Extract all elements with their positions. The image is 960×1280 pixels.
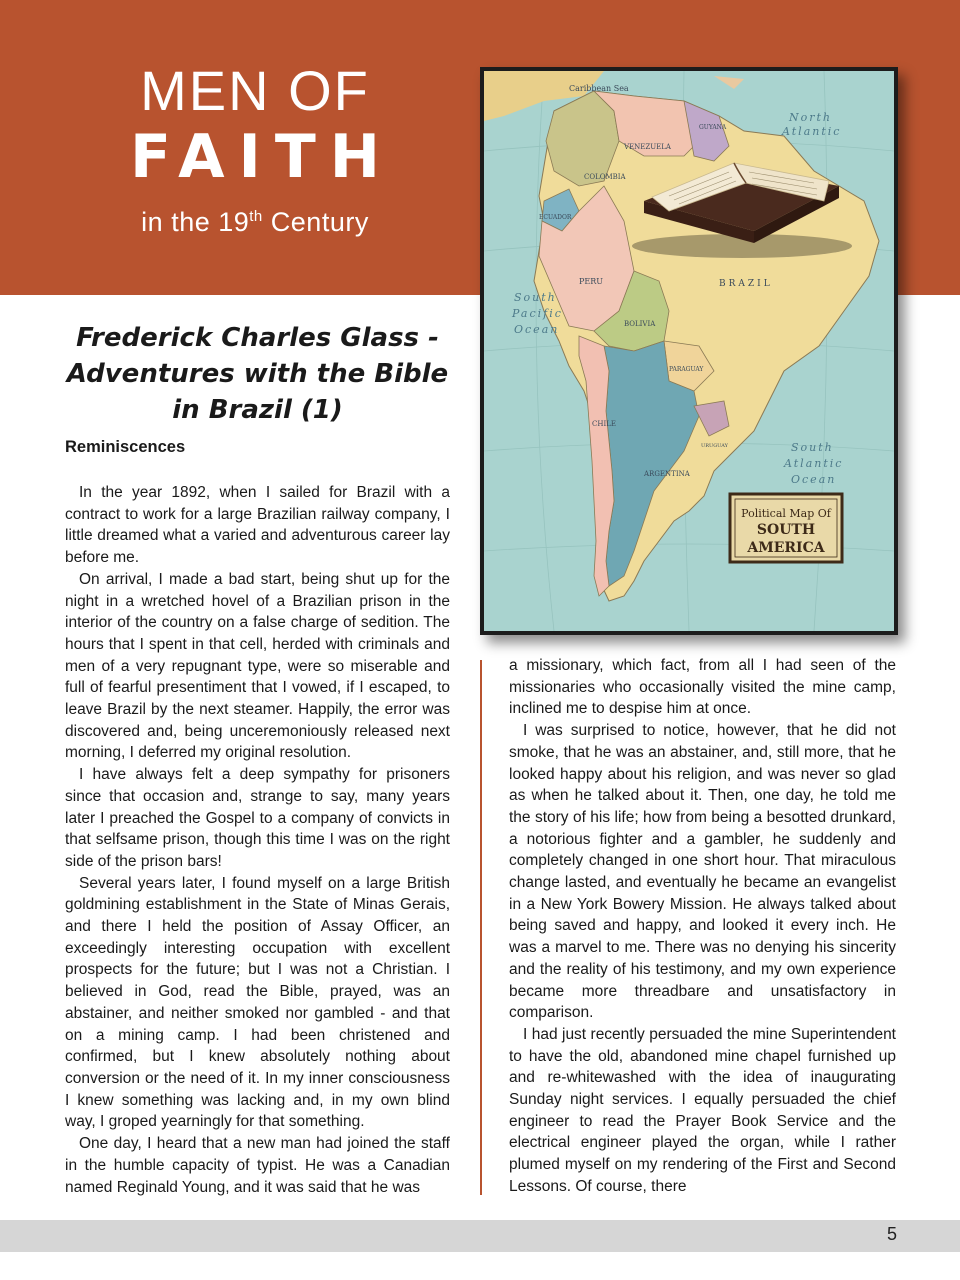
masthead-men-of: MEN OF: [140, 59, 370, 122]
south-america-map-image: [480, 67, 898, 635]
map-label-brazil: BRAZIL: [719, 279, 773, 289]
masthead-century: [95, 204, 415, 240]
map-label-colombia: COLOMBIA: [584, 173, 626, 181]
title-line-1: Frederick Charles Glass -: [76, 323, 439, 353]
map-label-atlantic-1: South: [791, 441, 834, 454]
paragraph: I was surprised to notice, however, that he did not smoke, that he was an abstainer, and, still more, that he looked happy about his religion, and was never so glad as when he talked about it. Then, one day, he told me the story of his life; how from being a besotted drunkard, a notorious fighter and a gambler, he suddenly and completely changed in one short hour. That miraculous change lasted, and eventually he became an evangelist in a New York Bowery Mission. He always talked about being saved and happy, and looked it every inch. He was a marvel to me. There was no denying his sincerity and the reality of his testimony, and my own experience became more threadbare and unsatisfactory in comparison.: [509, 722, 896, 1022]
map-label-ecuador: ECUADOR: [539, 214, 572, 221]
map-caption-line2: SOUTH: [756, 522, 816, 538]
paragraph: Several years later, I found myself on a large British goldmining establishment in the State of Minas Gerais, and there I held the position of Assay Officer, an exceedingly interesting occupation with excellent prospects for the future; but I was not a Christian. I believed in God, read the Bible, prayed, was an abstainer, and neither smoked nor gambled - and that on a mining camp. I had been christened and confirmed, but I knew absolutely nothing about conversion or the need of it. In my inner consciousness I knew something was lacking and, in my own blind way, I groped yearningly for that something.: [65, 874, 450, 1131]
map-label-pacific-1: South: [514, 291, 557, 304]
body-column-left: [65, 482, 450, 1198]
column-divider: [480, 660, 482, 1195]
masthead-century-prefix: in the 19: [141, 207, 250, 237]
map-caption-line3: AMERICA: [747, 540, 825, 556]
body-column-right: [509, 655, 896, 1198]
map-label-north-1: North: [789, 111, 833, 124]
map-illustration: [484, 71, 894, 631]
map-caption-line1: Political Map Of: [741, 507, 831, 520]
map-label-pacific-3: Ocean: [514, 323, 560, 336]
paragraph: I have always felt a deep sympathy for prisoners since that occasion and, strange to say, many years later I preached the Gospel to a company of convicts in that selfsame prison, though this time I was on the right side of the prison bars!: [65, 766, 450, 870]
paragraph: I had just recently persuaded the mine Superintendent to have the old, abandoned mine chapel furnished up and re-whitewashed with the idea of inaugurating Sunday night services. I equally persuaded the chief engineer to read the Prayer Book Service and the electrical engineer played the organ, while I rather plumed myself on my rendering of the First and Second Lessons. Of course, there: [509, 1025, 896, 1195]
masthead-century-sup: th: [249, 208, 263, 225]
map-label-chile: CHILE: [592, 420, 616, 428]
map-label-uruguay: URUGUAY: [701, 443, 728, 449]
footer-bar: [0, 1220, 960, 1252]
masthead-century-suffix: Century: [262, 207, 369, 237]
map-label-peru: PERU: [579, 277, 603, 286]
paragraph: In the year 1892, when I sailed for Brazil with a contract to work for a large Brazilian railway company, I little dreamed what a varied and adventurous career lay before me.: [65, 484, 450, 567]
magazine-masthead: [95, 60, 415, 240]
title-line-2: Adventures with the Bible: [66, 359, 449, 389]
article-title: [65, 320, 450, 428]
paragraph: a missionary, which fact, from all I had seen of the missionaries who occasionally visited the mine camp, inclined me to despise him at once.: [509, 657, 896, 718]
map-caption-sign: [730, 494, 842, 562]
map-label-pacific-2: Pacific: [512, 307, 563, 320]
map-label-caribbean: Caribbean Sea: [569, 84, 629, 93]
map-label-bolivia: BOLIVIA: [624, 320, 656, 328]
paragraph: One day, I heard that a new man had joined the staff in the humble capacity of typist. He was a Canadian named Reginald Young, and it was said that he was: [65, 1135, 450, 1196]
map-label-guyana: GUYANA: [699, 124, 727, 131]
section-subheading: Reminiscences: [65, 438, 186, 456]
paragraph: On arrival, I made a bad start, being shut up for the night in a wretched hovel of a Brazilian prison in the interior of the country on a false charge of sedition. The hours that I spent in that cell, herded with criminals and men of a very repugnant type, were so miserable and full of fearful presentiment that I vowed, if I escaped, to leave Brazil by the next steamer. Happily, the error was discovered and, being unceremoniously released next morning, I deferred my original resolution.: [65, 570, 450, 762]
map-label-venezuela: VENEZUELA: [624, 143, 671, 151]
map-label-paraguay: PARAGUAY: [669, 366, 704, 373]
title-line-3: in Brazil (1): [172, 395, 343, 425]
map-label-north-2: Atlantic: [782, 125, 842, 138]
map-label-atlantic-3: Ocean: [791, 473, 837, 486]
page-number: 5: [886, 1224, 897, 1244]
masthead-faith: FAITH: [129, 122, 394, 192]
map-label-argentina: ARGENTINA: [644, 470, 690, 478]
map-label-atlantic-2: Atlantic: [784, 457, 844, 470]
